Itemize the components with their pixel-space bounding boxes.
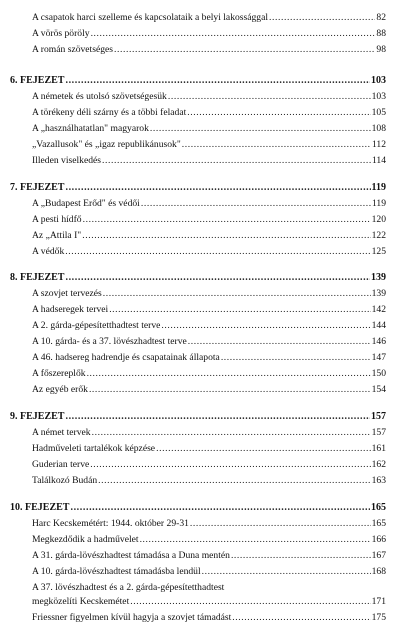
toc-entry: [32, 288, 386, 301]
toc-entry: [32, 139, 386, 152]
toc-entry: [32, 612, 386, 625]
dot-leader: [182, 139, 371, 151]
chapter-title: 10. FEJEZET: [10, 502, 70, 513]
dot-leader: [102, 155, 371, 167]
toc-entry: [32, 475, 386, 488]
toc-entry-page: 122: [371, 230, 386, 241]
toc-entry-title: A német tervek: [32, 427, 91, 438]
dot-leader: [83, 214, 371, 226]
toc-entry-title: megközelíti Kecskemétet: [32, 596, 130, 607]
chapter-page: 139: [371, 272, 386, 283]
dot-leader: [156, 443, 371, 455]
dot-leader: [141, 198, 371, 210]
toc-entry: [32, 443, 386, 456]
toc-entry-page: 166: [371, 534, 386, 545]
dot-leader: [150, 123, 371, 135]
toc-entry-title: Guderian terve: [32, 459, 90, 470]
toc-entry: [32, 230, 386, 243]
dot-leader: [90, 459, 370, 471]
dot-leader: [82, 230, 370, 242]
toc-entry-page: 146: [371, 336, 386, 347]
dot-leader: [188, 336, 371, 348]
chapter-title: 9. FEJEZET: [10, 411, 65, 422]
toc-entry-title: A 31. gárda-lövészhadtest támadása a Duna mentén: [32, 550, 230, 561]
dot-leader: [65, 182, 370, 194]
toc-entry: [32, 304, 386, 317]
toc-entry: [32, 566, 386, 579]
toc-entry-title: A 10. gárda- és a 37. lövészhadtest terve: [32, 336, 187, 347]
toc-entry-title: A 2. gárda-gépesítetthadtest terve: [32, 320, 161, 331]
toc-entry: [32, 107, 386, 120]
toc-entry-page: 165: [371, 518, 386, 529]
toc-entry-title: Harc Kecskemétért: 1944. október 29-31: [32, 518, 189, 529]
toc-entry-page: 119: [371, 198, 386, 209]
dot-leader: [231, 550, 371, 562]
dot-leader: [98, 475, 370, 487]
toc-entry-page: 103: [371, 91, 386, 102]
dot-leader: [91, 28, 376, 40]
dot-leader: [65, 411, 370, 423]
toc-entry-title: A hadseregek tervei: [32, 304, 109, 315]
toc-entry-title: „Vazallusok" és „igaz republikánusok": [32, 139, 181, 150]
toc-entry-page: 114: [371, 155, 386, 166]
dot-leader: [269, 12, 375, 24]
dot-leader: [92, 427, 371, 439]
toc-entry: [32, 427, 386, 440]
toc-entry: [32, 155, 386, 168]
toc-entry-page: 98: [376, 44, 386, 55]
toc-entry: [32, 550, 386, 563]
toc-entry-page: 144: [371, 320, 386, 331]
dot-leader: [89, 384, 371, 396]
toc-entry-title: A román szövetséges: [32, 44, 113, 55]
toc-entry-page: 175: [371, 612, 386, 623]
toc-entry: [32, 336, 386, 349]
chapter-title: 7. FEJEZET: [10, 182, 65, 193]
toc-entry-page: 82: [376, 12, 386, 23]
toc-entry: [32, 352, 386, 365]
dot-leader: [130, 596, 370, 608]
chapter-heading: [10, 411, 386, 424]
chapter-heading: [10, 75, 386, 88]
toc-entry-page: 157: [371, 427, 386, 438]
chapter-title: 6. FEJEZET: [10, 75, 65, 86]
toc-entry: [32, 596, 386, 609]
toc-entry-title: Az egyéb erők: [32, 384, 88, 395]
toc-entry: [32, 91, 386, 104]
dot-leader: [221, 352, 371, 364]
toc-entry-title: Találkozó Budán: [32, 475, 98, 486]
toc-entry-title: A csapatok harci szelleme és kapcsolataik a belyi lakossággal: [32, 12, 269, 23]
dot-leader: [190, 518, 371, 530]
toc-entry-title: A 46. hadsereg hadrendje és csapatainak állapota: [32, 352, 220, 363]
chapter-page: 119: [371, 182, 386, 193]
dot-leader: [187, 107, 370, 119]
toc-entry: [32, 459, 386, 472]
toc-entry-page: 120: [371, 214, 386, 225]
toc-entry-title: Illeden viselkedés: [32, 155, 101, 166]
toc-entry-page: 105: [371, 107, 386, 118]
toc-entry: [32, 198, 386, 211]
chapter-title: 8. FEJEZET: [10, 272, 65, 283]
toc-entry-page: 162: [371, 459, 386, 470]
toc-entry-title: A vörös pöröly: [32, 28, 90, 39]
dot-leader: [168, 91, 371, 103]
toc-entry: [32, 28, 386, 41]
dot-leader: [202, 566, 371, 578]
toc-entry-page: 142: [371, 304, 386, 315]
chapter-page: 103: [371, 75, 386, 86]
toc-entry-title: A „Budapest Erőd" és védői: [32, 198, 140, 209]
toc-entry-title: Az „Attila I": [32, 230, 82, 241]
toc-entry-title: A 10. gárda-lövészhadtest támadásba lendül: [32, 566, 201, 577]
toc-entry-page: 147: [371, 352, 386, 363]
toc-entry-title: Friessner figyelmen kívül hagyja a szovjet támadást: [32, 612, 232, 623]
chapter-heading: [10, 272, 386, 285]
chapter-page: 157: [371, 411, 386, 422]
toc-entry-page: 163: [371, 475, 386, 486]
toc-entry-title: A szovjet tervezés: [32, 288, 102, 299]
chapter-heading: [10, 182, 386, 195]
toc-entry-title: A „használhatatlan" magyarok: [32, 123, 149, 134]
toc-entry-title: A németek és utolsó szövetségesük: [32, 91, 167, 102]
toc-entry: [32, 123, 386, 136]
toc-entry-page: 171: [371, 596, 386, 607]
toc-entry-page: 88: [376, 28, 386, 39]
dot-leader: [232, 612, 370, 624]
chapter-heading: [10, 502, 386, 515]
toc-entry: [32, 368, 386, 381]
dot-leader: [109, 304, 370, 316]
toc-entry: [32, 214, 386, 227]
toc-entry-page: 150: [371, 368, 386, 379]
toc-entry-title: Hadműveleti tartalékok képzése: [32, 443, 156, 454]
toc-entry-page: 139: [371, 288, 386, 299]
toc-entry-page: 167: [371, 550, 386, 561]
toc-entry-page: 154: [371, 384, 386, 395]
dot-leader: [65, 75, 370, 87]
toc-entry-line1: [32, 582, 386, 595]
dot-leader: [161, 320, 370, 332]
dot-leader: [140, 534, 371, 546]
toc-entry: [32, 12, 386, 25]
toc-entry-page: 125: [371, 246, 386, 257]
toc-entry-title: A védők: [32, 246, 65, 257]
toc-entry-title: A törékeny déli szárny és a többi feladat: [32, 107, 187, 118]
dot-leader: [114, 44, 375, 56]
dot-leader: [70, 502, 370, 514]
toc-entry-page: 108: [371, 123, 386, 134]
chapter-page: 165: [371, 502, 386, 513]
toc-entry: [32, 384, 386, 397]
dot-leader: [65, 272, 370, 284]
dot-leader: [87, 368, 371, 380]
toc-entry: [32, 246, 386, 259]
toc-entry: [32, 320, 386, 333]
dot-leader: [65, 246, 370, 258]
toc-entry: [32, 534, 386, 547]
toc-entry: [32, 44, 386, 57]
toc-entry-page: 161: [371, 443, 386, 454]
toc-entry-title: A pesti hídfő: [32, 214, 82, 225]
toc-entry-page: 112: [371, 139, 386, 150]
toc-entry: [32, 518, 386, 531]
toc-entry-title: A 37. lövészhadtest és a 2. gárda-gépesítetthadtest: [32, 582, 225, 593]
toc-entry-title: Megkezdődik a hadművelet: [32, 534, 139, 545]
toc-entry-page: 168: [371, 566, 386, 577]
dot-leader: [103, 288, 371, 300]
toc-entry-title: A főszereplők: [32, 368, 86, 379]
